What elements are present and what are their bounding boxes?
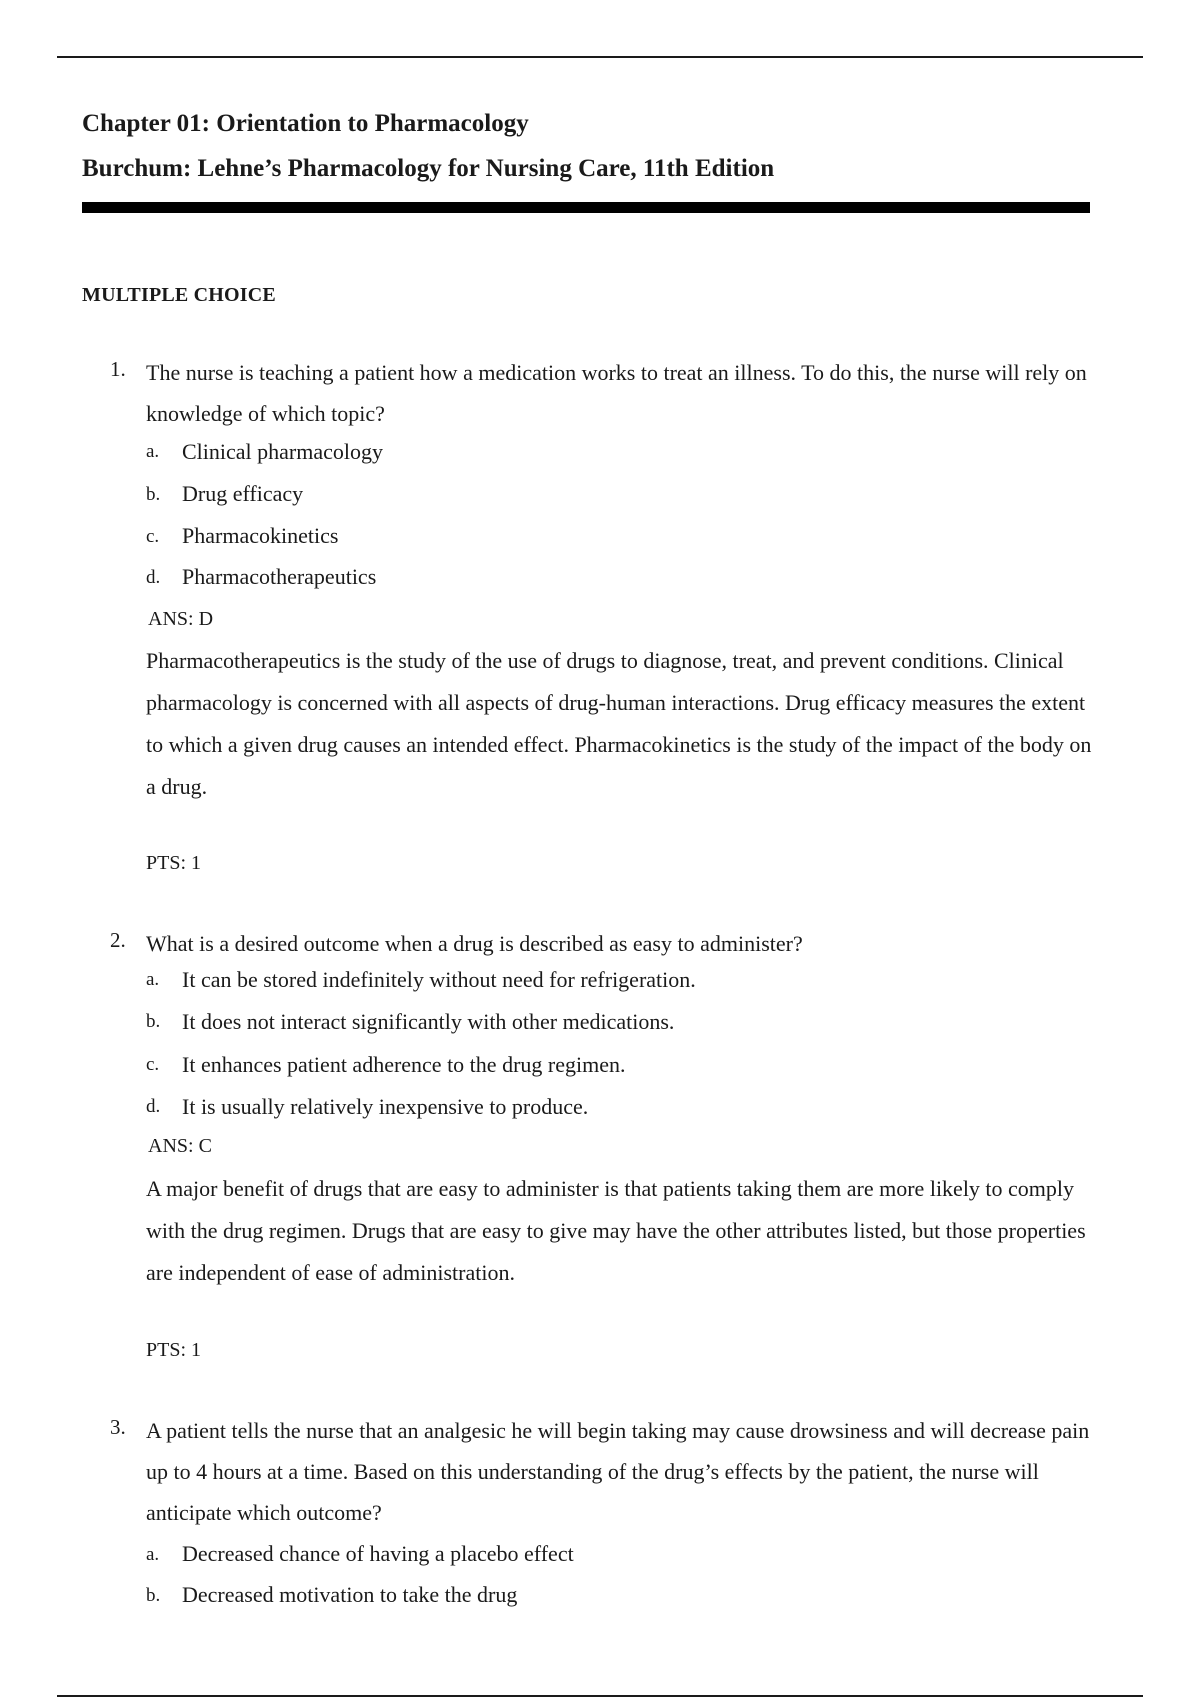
header-divider — [82, 202, 1090, 213]
question-number: 1. — [110, 357, 126, 381]
option-text: Drug efficacy — [182, 481, 304, 506]
option-text: It can be stored indefinitely without need for refrigeration. — [182, 967, 696, 992]
section-title: MULTIPLE CHOICE — [82, 284, 276, 306]
option-letter: d. — [146, 1096, 161, 1117]
points: PTS: 1 — [146, 1339, 202, 1361]
option-text: It is usually relatively inexpensive to produce. — [182, 1094, 589, 1119]
option-text: It does not interact significantly with other medications. — [182, 1009, 675, 1034]
points: PTS: 1 — [146, 852, 202, 874]
option-text: Decreased motivation to take the drug — [182, 1582, 518, 1607]
rationale: Pharmacotherapeutics is the study of the use of drugs to diagnose, treat, and prevent conditions. Clinical pharmacology is concerned with all aspects of drug-human interactions. Drug efficacy measures the extent to which a given drug causes an intended effect. Pharmacokinetics is the study of the impact of the body on a drug. — [146, 648, 1092, 799]
rationale: A major benefit of drugs that are easy to administer is that patients taking them are more likely to comply with the drug regimen. Drugs that are easy to give may have the other attributes listed, but those properties are independent of ease of administration. — [146, 1176, 1086, 1285]
answer-key: ANS: C — [148, 1135, 212, 1157]
question-stem: A patient tells the nurse that an analgesic he will begin taking may cause drowsiness and will decrease pain up to 4 hours at a time. Based on this understanding of the drug’s effects by the patient, the nurse will anticipate which outcome? — [146, 1418, 1090, 1525]
option-letter: c. — [146, 526, 160, 547]
option-letter: b. — [146, 484, 161, 505]
option-letter: b. — [146, 1585, 161, 1606]
question-stem: The nurse is teaching a patient how a medication works to treat an illness. To do this, the nurse will rely on knowledge of which topic? — [146, 360, 1087, 426]
option-letter: b. — [146, 1011, 161, 1032]
answer-key: ANS: D — [148, 608, 214, 630]
option-letter: c. — [146, 1054, 160, 1075]
bottom-rule — [57, 1695, 1143, 1697]
chapter-title: Chapter 01: Orientation to Pharmacology — [82, 110, 529, 137]
option-letter: d. — [146, 567, 161, 588]
option-text: It enhances patient adherence to the drug regimen. — [182, 1052, 626, 1077]
option-letter: a. — [146, 1544, 160, 1565]
question-stem: What is a desired outcome when a drug is described as easy to administer? — [146, 931, 803, 956]
option-text: Pharmacokinetics — [182, 523, 339, 548]
book-title: Burchum: Lehne’s Pharmacology for Nursing Care, 11th Edition — [82, 155, 775, 182]
top-rule — [57, 56, 1143, 58]
question-number: 2. — [110, 928, 126, 952]
option-text: Decreased chance of having a placebo effect — [182, 1541, 574, 1566]
question-number: 3. — [110, 1415, 126, 1439]
option-text: Clinical pharmacology — [182, 439, 383, 464]
option-letter: a. — [146, 969, 160, 990]
option-text: Pharmacotherapeutics — [182, 564, 377, 589]
option-letter: a. — [146, 441, 160, 462]
